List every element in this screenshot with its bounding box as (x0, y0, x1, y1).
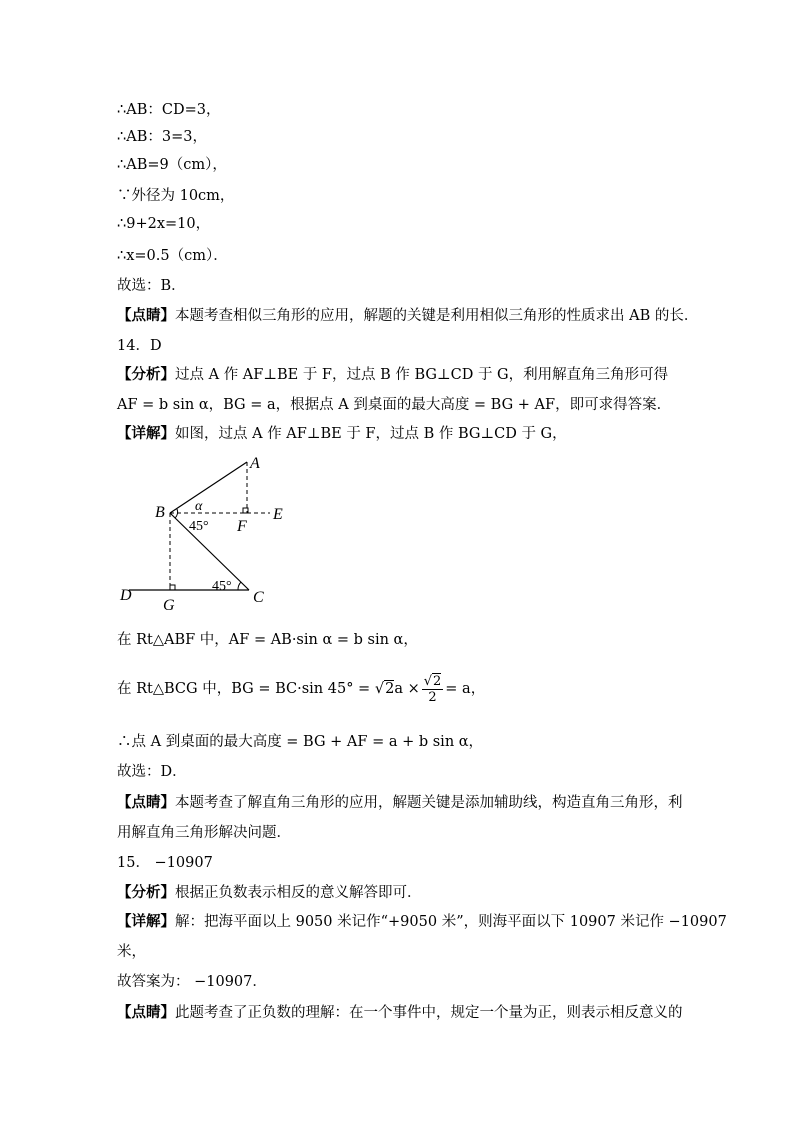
rt2-a: a × (394, 681, 420, 697)
line-analysis-14b: AF = b sin α，BG = a，根据点 A 到桌面的最大高度 = BG + AF，即可求得答案． (117, 397, 672, 413)
line-comment-14a (117, 793, 683, 813)
label-a: A (250, 455, 260, 472)
right-angle-mark-g (170, 585, 175, 590)
line-ab-3: ∴AB：3=3， (117, 129, 207, 145)
question-14-header: 14．D (117, 338, 162, 354)
label-d: D (120, 587, 132, 604)
label-g: G (163, 597, 175, 614)
rt2-prefix: 在 Rt△BCG 中，BG = BC·sin 45° = (117, 681, 375, 697)
line-detail-14 (117, 424, 567, 444)
angle-arc-c (238, 582, 241, 590)
geometry-figure (117, 450, 297, 615)
tag-comment: 【点睛】 (117, 307, 175, 324)
fraction-root2-over-2 (422, 674, 444, 705)
line-outer-diameter: ∵外径为 10cm， (117, 188, 235, 204)
detail-2-text-a: 解：把海平面以上 9050 米记作“+9050 米”，则海平面以下 10907 米记作 −10907 (175, 914, 727, 930)
detail-text: 如图，过点 A 作 AF⊥BE 于 F，过点 B 作 BG⊥CD 于 G， (175, 426, 567, 442)
line-rt-bcg (117, 672, 485, 706)
tag-comment-2: 【点睛】 (117, 794, 175, 811)
line-conclusion-14: ∴点 A 到桌面的最大高度 = BG + AF = a + b sin α， (117, 734, 484, 750)
tag-detail: 【详解】 (117, 425, 175, 442)
line-comment-13 (117, 306, 698, 326)
comment-2-text-a: 本题考查了解直角三角形的应用，解题关键是添加辅助线，构造直角三角形，利 (175, 795, 683, 811)
line-comment-15 (117, 1003, 683, 1023)
tag-analysis-2: 【分析】 (117, 884, 175, 901)
tag-detail-2: 【详解】 (117, 913, 175, 930)
label-angle-c: 45° (212, 579, 232, 594)
analysis-text-a: 过点 A 作 AF⊥BE 于 F，过点 B 作 BG⊥CD 于 G，利用解直角三角形可得 (175, 367, 669, 383)
line-comment-14b: 用解直角三角形解决问题． (117, 825, 291, 841)
label-alpha: α (195, 499, 203, 514)
rt2-suffix: = a， (445, 681, 486, 697)
line-x-value: ∴x=0.5（cm）． (117, 248, 228, 264)
comment-text: 本题考查相似三角形的应用，解题的关键是利用相似三角形的性质求出 AB 的长． (175, 308, 699, 324)
line-detail-15b: 米， (117, 944, 146, 960)
line-ab-cd: ∴AB：CD=3， (117, 102, 221, 118)
tag-comment-3: 【点睛】 (117, 1004, 175, 1021)
line-equation: ∴9+2x=10， (117, 216, 211, 232)
label-f: F (237, 518, 247, 535)
line-answer-15: 故答案为： −10907． (117, 974, 267, 990)
line-choice-d: 故选：D． (117, 764, 187, 780)
sqrt-sign: √ (374, 681, 385, 697)
label-angle-b: 45° (189, 519, 209, 534)
question-15-header: 15． −10907 (117, 855, 213, 871)
label-c: C (253, 589, 264, 606)
sqrt-value: 2 (385, 681, 395, 697)
tag-analysis: 【分析】 (117, 366, 175, 383)
line-ab-9: ∴AB=9（cm）， (117, 157, 227, 173)
line-detail-15a (117, 912, 727, 932)
analysis-2-text: 根据正负数表示相反的意义解答即可． (175, 885, 422, 901)
angle-arc-b (175, 509, 178, 518)
label-e: E (273, 506, 283, 523)
fraction-numerator: √2 (423, 673, 442, 689)
line-choice-b: 故选：B． (117, 278, 186, 294)
segment-ba (170, 462, 247, 513)
line-analysis-14a (117, 365, 668, 385)
fraction-denominator: 2 (428, 689, 437, 705)
comment-3-text: 此题考查了正负数的理解：在一个事件中，规定一个量为正，则表示相反意义的 (175, 1005, 683, 1021)
line-analysis-15 (117, 883, 422, 903)
label-b: B (155, 504, 165, 521)
line-rt-abf: 在 Rt△ABF 中，AF = AB·sin α = b sin α， (117, 632, 418, 648)
